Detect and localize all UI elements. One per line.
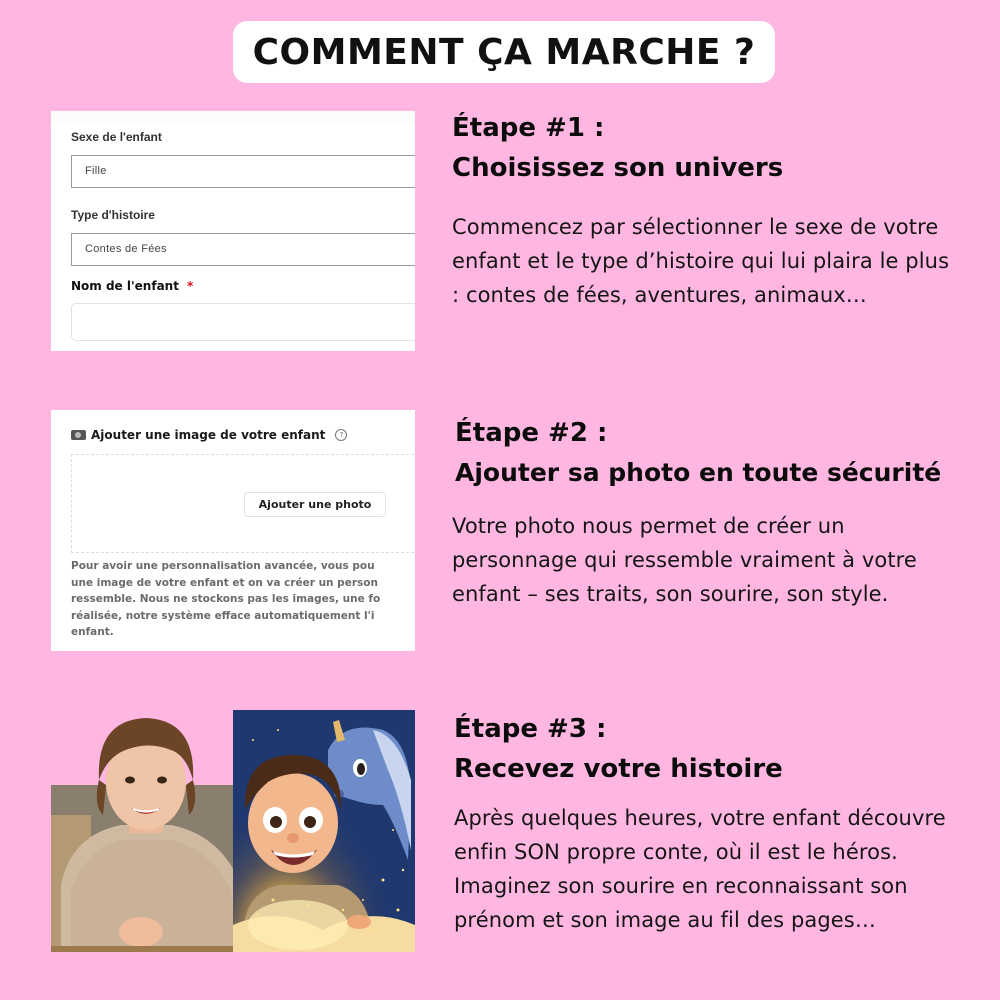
step-3 (454, 709, 984, 937)
note-line: Pour avoir une personnalisation avancée, vous pou (71, 560, 375, 572)
story-result-images (51, 710, 415, 952)
child-name-label-text: Nom de l'enfant (71, 279, 179, 293)
step-1-title: Choisissez son univers (452, 153, 784, 183)
add-photo-button[interactable]: Ajouter une photo (244, 492, 386, 517)
gender-select[interactable] (71, 155, 415, 188)
panel-top-strip (51, 111, 415, 123)
help-icon[interactable]: ? (335, 429, 347, 441)
page-title: COMMENT ÇA MARCHE ? (252, 31, 756, 73)
storybook-illustration-image (233, 710, 415, 952)
step-2-title: Ajouter sa photo en toute sécurité (455, 458, 942, 487)
step-1-number: Étape #1 : (452, 113, 605, 143)
note-line: enfant. (71, 626, 114, 638)
child-photo-image (51, 710, 251, 952)
step-3-number: Étape #3 : (454, 714, 607, 744)
note-line: une image de votre enfant et on va créer un person (71, 576, 378, 589)
title-banner (233, 21, 775, 83)
child-name-input[interactable] (71, 303, 415, 341)
gender-label: Sexe de l'enfant (71, 130, 162, 144)
step-1-description: Commencez par sélectionner le sexe de votre enfant et le type d’histoire qui lui plaira le plus : contes de fées, aventures, animaux… (452, 215, 950, 307)
upload-heading (71, 428, 347, 442)
step-2-number: Étape #2 : (455, 418, 608, 448)
gender-select-value: Fille (85, 165, 107, 177)
note-line: ressemble. Nous ne stockons pas les images, une fo (71, 593, 381, 605)
step-2 (452, 413, 985, 611)
step-2-description: Votre photo nous permet de créer un personnage qui ressemble vraiment à votre enfant – ses traits, son sourire, son style. (452, 514, 917, 606)
camera-icon (71, 430, 86, 440)
story-type-select-value: Contes de Fées (85, 243, 167, 255)
upload-privacy-note (71, 558, 415, 641)
child-name-label (71, 279, 193, 293)
upload-heading-text: Ajouter une image de votre enfant (91, 428, 326, 442)
step-3-description: Après quelques heures, votre enfant découvre enfin SON propre conte, où il est le héros. Imaginez son sourire en reconnaissant son prénom et son image au fil des pages… (454, 806, 946, 932)
step-1 (452, 108, 982, 312)
required-asterisk: * (186, 279, 194, 293)
step-3-title: Recevez votre histoire (454, 754, 783, 784)
upload-screenshot-panel (51, 410, 415, 651)
note-line: réalisée, notre système efface automatiquement l'i (71, 609, 375, 622)
photo-dropzone[interactable] (71, 454, 415, 553)
story-type-label: Type d'histoire (71, 208, 155, 222)
story-type-select[interactable] (71, 233, 415, 266)
form-screenshot-panel (51, 111, 415, 351)
